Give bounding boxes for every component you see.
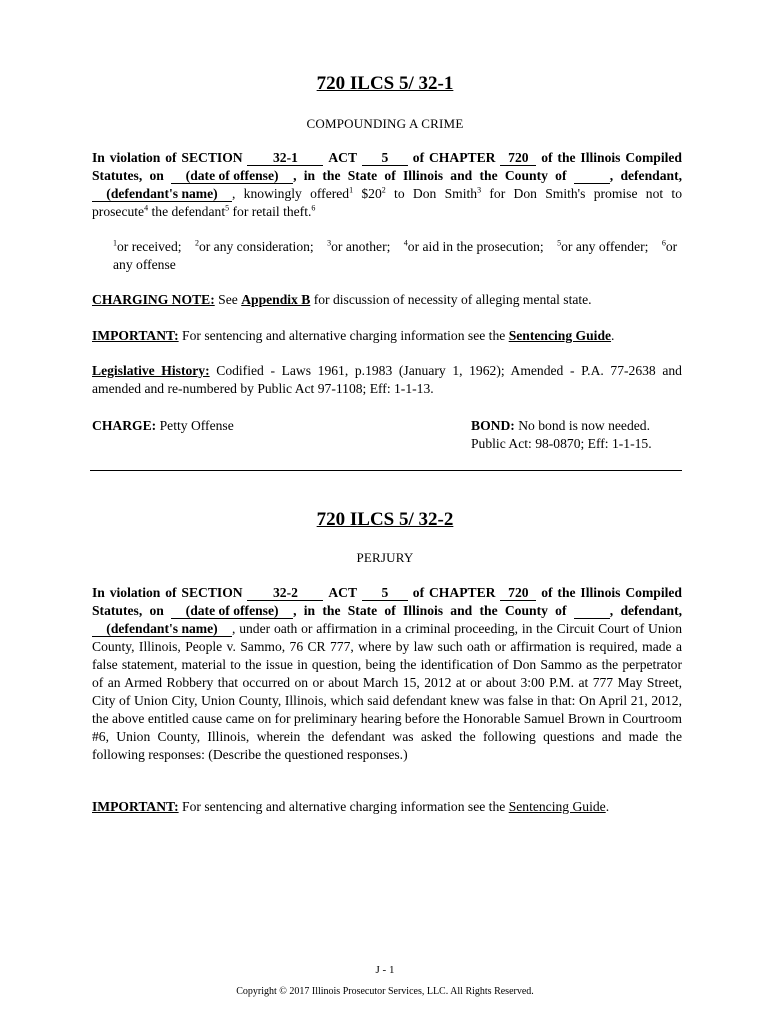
footnote-6: $^6$or any offense	[113, 238, 678, 272]
defendant-name-blank: (defendant's name)	[92, 187, 232, 202]
footnote-ref: 2	[381, 185, 386, 195]
charge-label: CHARGE:	[92, 418, 157, 433]
footnote-4: $^4$or aid in the prosecution;	[403, 238, 544, 254]
lead-text: In violation of SECTION	[92, 150, 243, 165]
text-a: , knowingly offered	[232, 186, 350, 201]
state-county-text: , in the State of Illinois and the County of	[293, 603, 567, 618]
important-label: IMPORTANT:	[92, 328, 179, 343]
footnote-2: $^2$or any consideration;	[194, 238, 314, 254]
section-subtitle: PERJURY	[356, 550, 414, 565]
bond-public-act: Public Act: 98-0870; Eff: 1-1-15.	[471, 436, 652, 451]
chapter-number: 720	[500, 151, 536, 166]
of-illinois-text: of the Illinois	[541, 585, 621, 600]
legislative-history-label: Legislative History:	[92, 363, 210, 378]
bond-label: BOND:	[471, 418, 515, 433]
charge-value: Petty Offense	[159, 418, 234, 433]
footnote-ref: 4	[144, 203, 149, 213]
compiled-on-text: Compiled Statutes, on	[92, 150, 682, 183]
charging-note-label: CHARGING NOTE:	[92, 292, 215, 307]
section-subtitle: COMPOUNDING A CRIME	[306, 116, 464, 131]
footnote-ref: 1	[349, 185, 354, 195]
important-note: IMPORTANT: For sentencing and alternative charging information see the Sentencing Guide.	[92, 328, 615, 343]
defendant-label: defendant,	[620, 168, 682, 183]
county-blank	[574, 169, 610, 184]
of-illinois-text: of the Illinois	[541, 150, 621, 165]
legislative-history-text: Codified - Laws 1961, p.1983 (January 1, 1962); Amended - P.A. 77-2638 and amended and re-numbered by Public Act 97-1108; Eff: 1-1-13.	[92, 363, 682, 396]
section-title: 720 ILCS 5/ 32-1	[316, 73, 454, 94]
charging-note-pre: See	[218, 292, 238, 307]
compiled-on-text: Compiled Statutes, on	[92, 585, 682, 618]
act-number: 5	[362, 586, 408, 601]
footnote-ref: 6	[311, 203, 316, 213]
bond-block	[471, 417, 701, 453]
footnote-3: $^3$or another;	[327, 238, 391, 254]
charge-paragraph: In violation of SECTION 32-1 ACT 5 of CHAPTER 720 of the Illinois Compiled Statutes, on (date of offense) , in the State of Illinois and the County of , defendant, (defendant's name) , knowingly offered$^1$ $\$20^2$ to Don Smith$^3$ for Don Smith's promise not to prosecute$^4$ the defendant$^5$ for retail theft.$^6$	[92, 150, 682, 219]
perjury-body-text: , under oath or affirmation in a criminal proceeding, in the Circuit Court of Union County, Illinois, People v. Sammo, 76 CR 777, where by law such oath or affirmation is required, made a false statement, material to the issue in question, being the identification of Don Sammo as the perpetrator of an Armed Robbery that occurred on or about March 15, 2012 at or about 3:00 P.M. at 777 May Street, City of Union City, Union County, Illinois, which said defendant knew was false in that: On April 21, 2012, the above entitled cause came on for preliminary hearing before the Honorable Samuel Brown in Courtroom #6, Union County, Illinois, wherein the defendant was asked the following questions and made the following responses: (Describe the questioned responses.)	[92, 621, 683, 762]
footnote-ref: 3	[477, 185, 482, 195]
important-text: For sentencing and alternative charging information see the	[182, 328, 506, 343]
page-number: J - 1	[375, 964, 395, 976]
text-b: $20	[353, 186, 382, 201]
defendant-label: defendant,	[620, 603, 682, 618]
act-label: ACT	[328, 150, 358, 165]
footnote-ref: 5	[225, 203, 230, 213]
important-label: IMPORTANT:	[92, 799, 179, 814]
text-e: the defendant	[148, 204, 226, 219]
legislative-history	[92, 362, 682, 398]
important-text: For sentencing and alternative charging information see the	[182, 799, 506, 814]
sentencing-guide-link[interactable]: Sentencing Guide	[508, 328, 612, 343]
charge-paragraph: In violation of SECTION 32-2 ACT 5 of CHAPTER 720 of the Illinois Compiled Statutes, on (date of offense) , in the State of Illinois and the County of , defendant, (defendant's name) , under oath or affirmation in a criminal proceeding, in the Circuit Court of Union County, Illinois, People v. Sammo, 76 CR 777, where by law such oath or affirmation is required, made a false statement, material to the issue in question, being the identification of Don Sammo as the perpetrator of an Armed Robbery that occurred on or about March 15, 2012 at or about 3:00 P.M. at 777 May Street, City of Union City, Union County, Illinois, which said defendant knew was false in that: On April 21, 2012, the above entitled cause came on for preliminary hearing before the Honorable Samuel Brown in Courtroom #6, Union County, Illinois, wherein the defendant was asked the following questions and made the following responses: (Describe the questioned responses.)	[92, 585, 683, 762]
act-number: 5	[362, 151, 408, 166]
footnote-1: $^1$or received;	[113, 238, 182, 254]
chapter-label: of CHAPTER	[412, 150, 496, 165]
footnotes	[113, 238, 683, 274]
charge-block	[92, 417, 234, 435]
section-title: 720 ILCS 5/ 32-2	[316, 509, 454, 530]
section-number: 32-1	[247, 151, 323, 166]
act-label: ACT	[328, 585, 358, 600]
date-of-offense-blank: (date of offense)	[171, 169, 293, 184]
defendant-name-blank: (defendant's name)	[92, 622, 232, 637]
chapter-number: 720	[500, 586, 536, 601]
section-number: 32-2	[247, 586, 323, 601]
date-of-offense-blank: (date of offense)	[171, 604, 293, 619]
state-county-text: , in the State of Illinois and the County of	[293, 168, 567, 183]
sentencing-guide-link[interactable]: Sentencing Guide	[508, 799, 606, 814]
section-divider	[90, 470, 682, 471]
text-f: for retail theft.	[229, 204, 312, 219]
chapter-label: of CHAPTER	[412, 585, 496, 600]
charging-note	[92, 291, 682, 309]
appendix-b-link[interactable]: Appendix B	[241, 292, 311, 307]
lead-text: In violation of SECTION	[92, 585, 243, 600]
charging-note-text: for discussion of necessity of alleging mental state.	[313, 292, 592, 307]
footnote-5: $^5$or any offender;	[557, 238, 649, 254]
text-d: for Don Smith's promise not to prosecute	[92, 186, 682, 219]
bond-value: No bond is now needed.	[518, 418, 650, 433]
county-blank	[574, 604, 610, 619]
text-c: to Don Smith	[385, 186, 478, 201]
important-note: IMPORTANT: For sentencing and alternative charging information see the Sentencing Guide.	[92, 799, 610, 814]
copyright-notice: Copyright © 2017 Illinois Prosecutor Services, LLC. All Rights Reserved.	[236, 986, 534, 997]
